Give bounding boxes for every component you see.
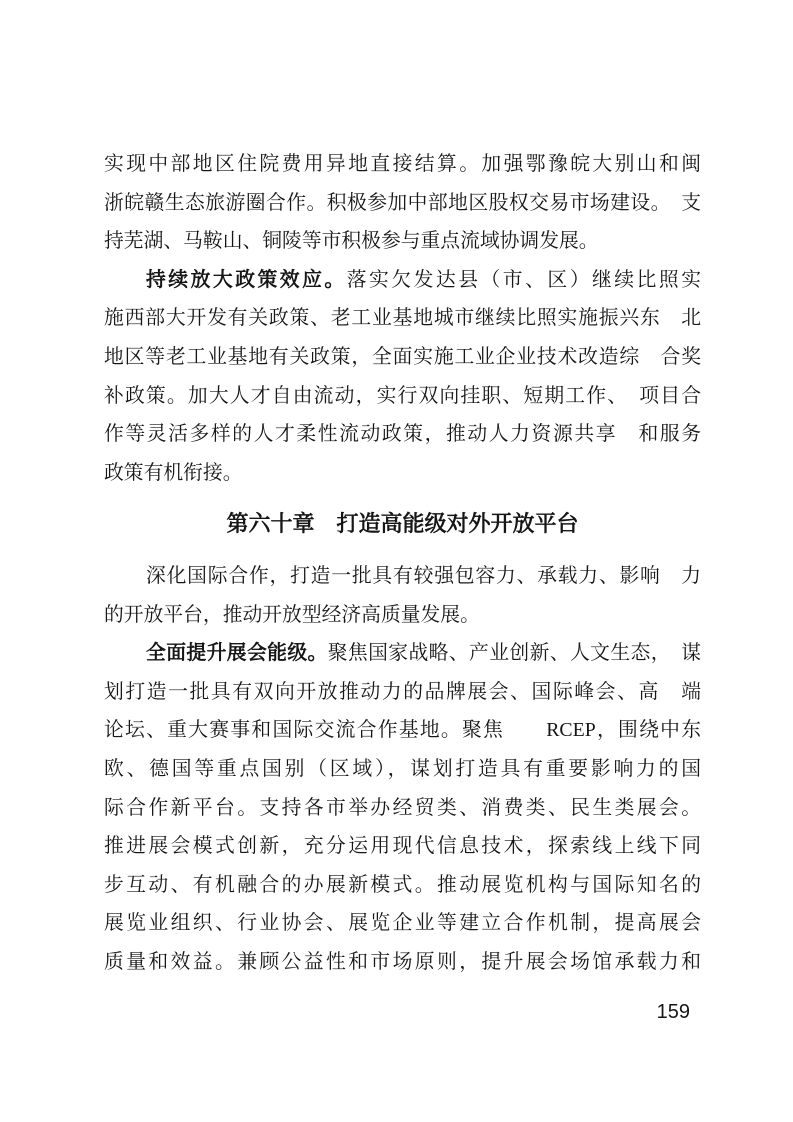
- line-text: 聚焦国家战略、产业创新、人文生态， 谋: [327, 642, 701, 665]
- paragraph-line: [104, 596, 701, 635]
- line-text: 欧、德国等重点国别（区域），谋划打造具有重要影响力的国: [104, 757, 701, 780]
- paragraph-line: [104, 377, 701, 416]
- paragraph-lead: 全面提升展会能级。: [146, 642, 328, 665]
- paragraph: [104, 634, 701, 981]
- line-text: 的开放平台，推动开放型经济高质量发展。: [104, 603, 480, 626]
- line-text: 论坛、重大赛事和国际交流合作基地。聚焦 RCEP，围绕中东: [104, 719, 701, 742]
- paragraph-line: [104, 789, 701, 828]
- line-text: 地区等老工业基地有关政策，全面实施工业企业技术改造综 合奖: [104, 345, 701, 368]
- line-text: 质量和效益。兼顾公益性和市场原则，提升展会场馆承载力和: [104, 950, 701, 973]
- paragraph-line: [104, 222, 701, 261]
- paragraph-line: [104, 904, 701, 943]
- paragraph-line: [104, 261, 701, 300]
- paragraph-line: [104, 866, 701, 905]
- chapter-heading: 第六十章 打造高能级对外开放平台: [226, 511, 579, 537]
- line-text: 落实欠发达县（市、区）继续比照实: [346, 268, 701, 291]
- line-text: 补政策。加大人才自由流动，实行双向挂职、短期工作、 项目合: [104, 384, 701, 407]
- line-text: 推进展会模式创新，充分运用现代信息技术，探索线上线下同: [104, 835, 701, 858]
- paragraph-lead: 持续放大政策效应。: [146, 268, 347, 291]
- paragraph-line: [104, 673, 701, 712]
- paragraph-line: [104, 711, 701, 750]
- document-body: [104, 145, 701, 981]
- paragraph-line: [104, 415, 701, 454]
- line-text: 政策有机衔接。: [104, 461, 243, 484]
- line-text: 际合作新平台。支持各市举办经贸类、消费类、民生类展会。: [104, 796, 701, 819]
- line-text: 划打造一批具有双向开放推动力的品牌展会、国际峰会、高 端: [104, 680, 701, 703]
- paragraph-line: [104, 557, 701, 596]
- paragraph-line: [104, 145, 701, 184]
- line-text: 深化国际合作，打造一批具有较强包容力、承载力、影响 力: [146, 564, 701, 587]
- paragraph: [104, 557, 701, 634]
- line-text: 作等灵活多样的人才柔性流动政策，推动人力资源共享 和服务: [104, 423, 701, 446]
- line-text: 施西部大开发有关政策、老工业基地城市继续比照实施振兴东 北: [104, 307, 701, 330]
- paragraph-line: [104, 634, 701, 673]
- paragraph-line: [104, 750, 701, 789]
- paragraph-line: [104, 454, 701, 493]
- line-text: 展览业组织、行业协会、展览企业等建立合作机制，提高展会: [104, 912, 701, 935]
- line-text: 浙皖赣生态旅游圈合作。积极参加中部地区股权交易市场建设。 支: [104, 191, 701, 214]
- paragraph-line: [104, 184, 701, 223]
- paragraph-line: [104, 299, 701, 338]
- line-text: 步互动、有机融合的办展新模式。推动展览机构与国际知名的: [104, 873, 701, 896]
- paragraph: [104, 145, 701, 261]
- page-number: 159: [656, 1001, 690, 1023]
- line-text: 持芜湖、马鞍山、铜陵等市积极参与重点流域协调发展。: [104, 230, 599, 253]
- paragraph-line: [104, 827, 701, 866]
- paragraph: [104, 261, 701, 493]
- line-text: 实现中部地区住院费用异地直接结算。加强鄂豫皖大别山和闽: [104, 153, 701, 175]
- paragraph-line: [104, 338, 701, 377]
- paragraph-line: [104, 943, 701, 982]
